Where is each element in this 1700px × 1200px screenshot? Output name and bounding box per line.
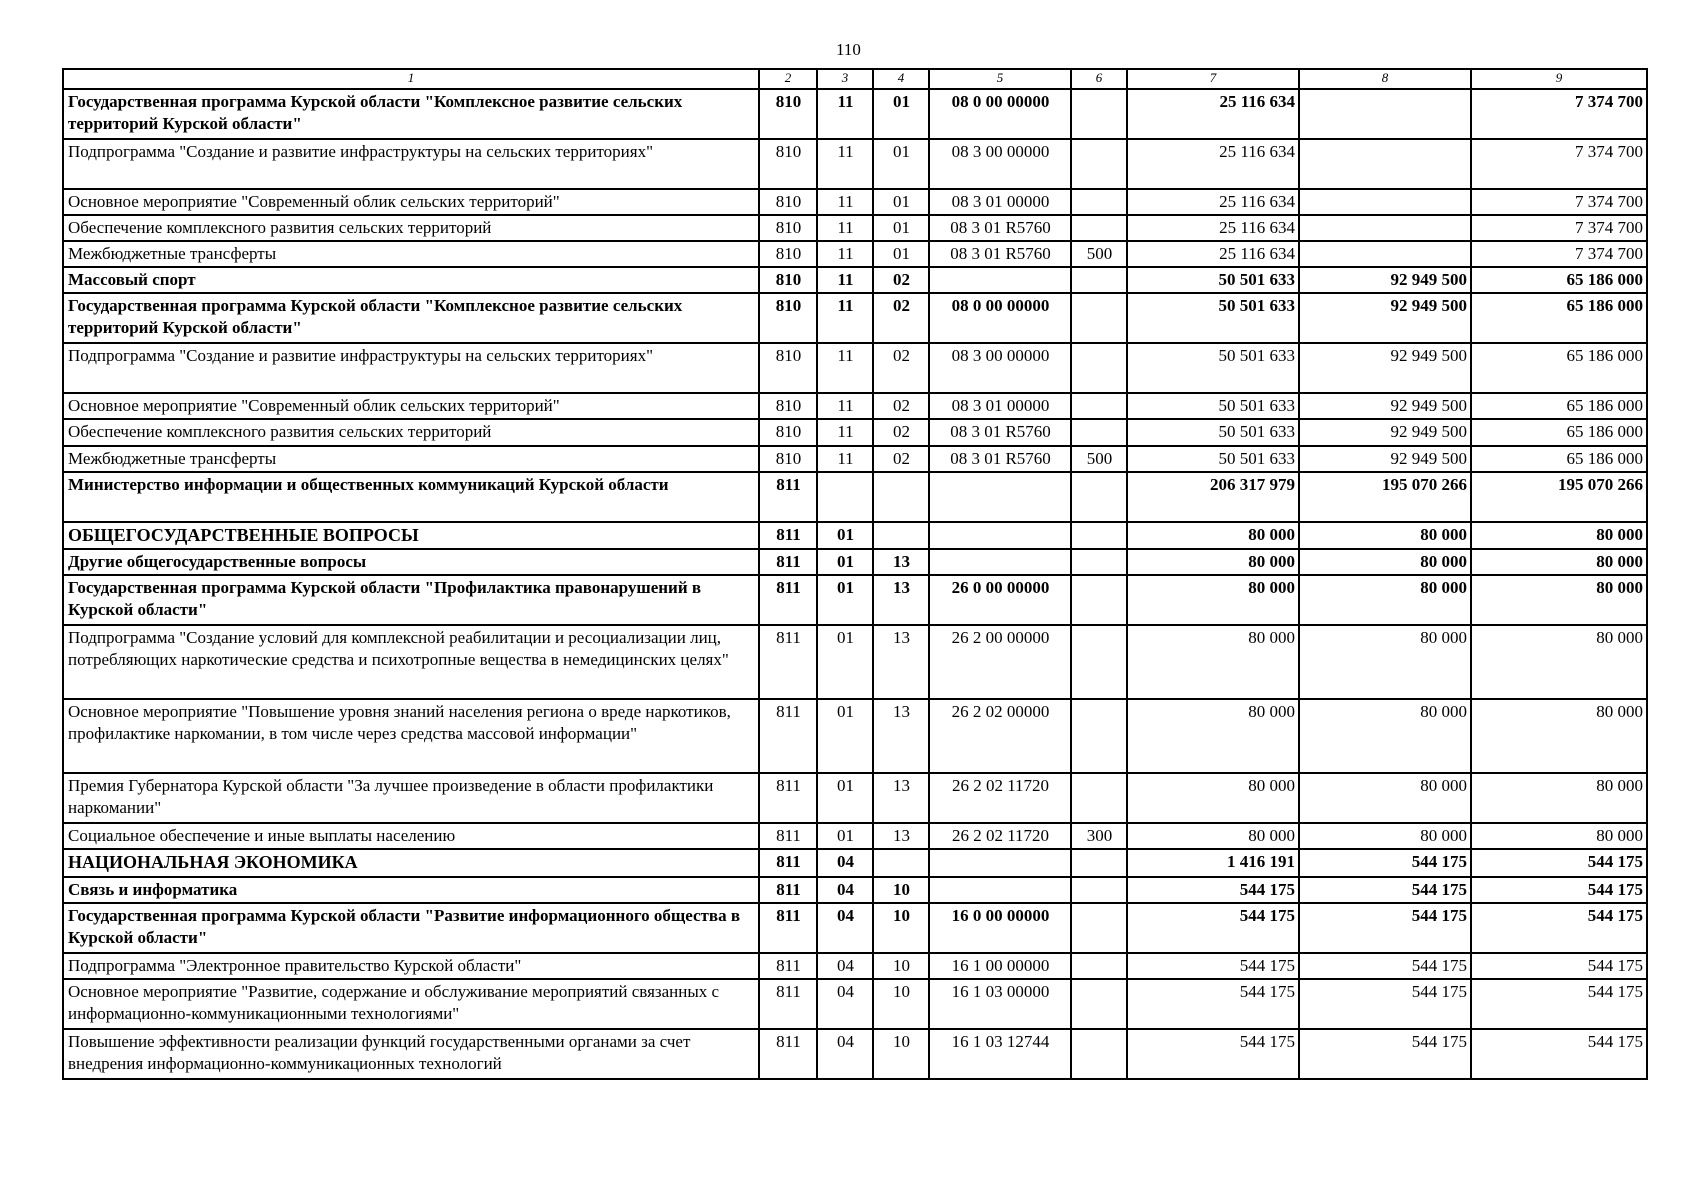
row-name: Государственная программа Курской области "Комплексное развитие сельских территорий Курской области": [63, 89, 759, 139]
amount-col-8: 80 000: [1299, 823, 1471, 849]
target-article-code: 26 0 00 00000: [929, 575, 1071, 625]
table-row: [63, 773, 1647, 823]
amount-col-9: 80 000: [1471, 522, 1647, 549]
amount-col-7: 206 317 979: [1127, 472, 1299, 522]
amount-col-9: 544 175: [1471, 979, 1647, 1029]
expense-type-code: [1071, 215, 1127, 241]
section-code: 01: [817, 522, 873, 549]
ministry-code: 811: [759, 849, 817, 876]
expense-type-code: [1071, 625, 1127, 699]
row-name: НАЦИОНАЛЬНАЯ ЭКОНОМИКА: [63, 849, 759, 876]
section-code: 04: [817, 979, 873, 1029]
amount-col-9: 80 000: [1471, 823, 1647, 849]
target-article-code: 08 3 01 00000: [929, 189, 1071, 215]
amount-col-9: 65 186 000: [1471, 267, 1647, 293]
amount-col-7: 80 000: [1127, 522, 1299, 549]
amount-col-8: 544 175: [1299, 953, 1471, 979]
table-row: [63, 293, 1647, 343]
subsection-code: 02: [873, 293, 929, 343]
amount-col-8: 92 949 500: [1299, 446, 1471, 472]
amount-col-7: 50 501 633: [1127, 293, 1299, 343]
amount-col-8: 92 949 500: [1299, 267, 1471, 293]
ministry-code: 810: [759, 139, 817, 189]
subsection-code: 02: [873, 446, 929, 472]
table-row: [63, 979, 1647, 1029]
subsection-code: 02: [873, 267, 929, 293]
column-header: 6: [1071, 69, 1127, 89]
target-article-code: 26 2 02 00000: [929, 699, 1071, 773]
row-name: Повышение эффективности реализации функций государственными органами за счет внедрения информационно-коммуникационных технологий: [63, 1029, 759, 1079]
target-article-code: [929, 849, 1071, 876]
amount-col-9: 80 000: [1471, 773, 1647, 823]
amount-col-9: 80 000: [1471, 625, 1647, 699]
target-article-code: 08 3 01 R5760: [929, 215, 1071, 241]
expense-type-code: [1071, 849, 1127, 876]
target-article-code: 08 0 00 00000: [929, 293, 1071, 343]
subsection-code: 02: [873, 393, 929, 419]
table-row: [63, 849, 1647, 876]
ministry-code: 811: [759, 472, 817, 522]
section-code: 01: [817, 625, 873, 699]
subsection-code: 01: [873, 241, 929, 267]
row-name: Межбюджетные трансферты: [63, 241, 759, 267]
amount-col-8: [1299, 89, 1471, 139]
ministry-code: 811: [759, 773, 817, 823]
target-article-code: 26 2 02 11720: [929, 823, 1071, 849]
amount-col-9: 7 374 700: [1471, 139, 1647, 189]
amount-col-7: 544 175: [1127, 903, 1299, 953]
amount-col-7: 1 416 191: [1127, 849, 1299, 876]
amount-col-7: 80 000: [1127, 823, 1299, 849]
amount-col-8: 80 000: [1299, 699, 1471, 773]
amount-col-9: 544 175: [1471, 1029, 1647, 1079]
subsection-code: 10: [873, 979, 929, 1029]
row-name: ОБЩЕГОСУДАРСТВЕННЫЕ ВОПРОСЫ: [63, 522, 759, 549]
amount-col-7: 80 000: [1127, 575, 1299, 625]
column-header: 2: [759, 69, 817, 89]
target-article-code: 08 3 00 00000: [929, 343, 1071, 393]
table-row: [63, 877, 1647, 903]
amount-col-7: 80 000: [1127, 773, 1299, 823]
amount-col-8: 544 175: [1299, 877, 1471, 903]
row-name: Социальное обеспечение и иные выплаты населению: [63, 823, 759, 849]
amount-col-7: 50 501 633: [1127, 343, 1299, 393]
column-header: 3: [817, 69, 873, 89]
amount-col-8: [1299, 215, 1471, 241]
expense-type-code: 500: [1071, 241, 1127, 267]
section-code: 11: [817, 89, 873, 139]
ministry-code: 810: [759, 241, 817, 267]
target-article-code: 16 1 03 12744: [929, 1029, 1071, 1079]
amount-col-9: 80 000: [1471, 699, 1647, 773]
amount-col-8: 544 175: [1299, 903, 1471, 953]
ministry-code: 811: [759, 522, 817, 549]
expense-type-code: [1071, 877, 1127, 903]
subsection-code: 13: [873, 773, 929, 823]
column-header: 5: [929, 69, 1071, 89]
row-name: Основное мероприятие "Современный облик сельских территорий": [63, 189, 759, 215]
amount-col-8: 92 949 500: [1299, 393, 1471, 419]
ministry-code: 811: [759, 575, 817, 625]
target-article-code: 08 3 01 00000: [929, 393, 1071, 419]
expense-type-code: [1071, 393, 1127, 419]
target-article-code: 26 2 02 11720: [929, 773, 1071, 823]
section-code: 04: [817, 849, 873, 876]
subsection-code: 13: [873, 823, 929, 849]
section-code: 11: [817, 189, 873, 215]
ministry-code: 811: [759, 823, 817, 849]
expense-type-code: [1071, 89, 1127, 139]
row-name: Подпрограмма "Создание и развитие инфраструктуры на сельских территориях": [63, 139, 759, 189]
amount-col-7: 544 175: [1127, 979, 1299, 1029]
ministry-code: 811: [759, 549, 817, 575]
ministry-code: 810: [759, 446, 817, 472]
amount-col-9: 65 186 000: [1471, 419, 1647, 445]
row-name: Подпрограмма "Создание и развитие инфраструктуры на сельских территориях": [63, 343, 759, 393]
column-header: 8: [1299, 69, 1471, 89]
subsection-code: [873, 522, 929, 549]
table-row: [63, 1029, 1647, 1079]
row-name: Государственная программа Курской области "Комплексное развитие сельских территорий Курской области": [63, 293, 759, 343]
amount-col-7: 80 000: [1127, 625, 1299, 699]
ministry-code: 811: [759, 979, 817, 1029]
ministry-code: 810: [759, 293, 817, 343]
amount-col-7: 544 175: [1127, 877, 1299, 903]
target-article-code: 26 2 00 00000: [929, 625, 1071, 699]
amount-col-9: 544 175: [1471, 953, 1647, 979]
table-row: [63, 522, 1647, 549]
amount-col-7: 25 116 634: [1127, 89, 1299, 139]
ministry-code: 810: [759, 267, 817, 293]
amount-col-9: 7 374 700: [1471, 89, 1647, 139]
table-row: [63, 393, 1647, 419]
ministry-code: 810: [759, 215, 817, 241]
row-name: Массовый спорт: [63, 267, 759, 293]
subsection-code: 01: [873, 89, 929, 139]
subsection-code: 02: [873, 419, 929, 445]
amount-col-9: 65 186 000: [1471, 446, 1647, 472]
amount-col-7: 544 175: [1127, 953, 1299, 979]
amount-col-8: 80 000: [1299, 773, 1471, 823]
table-row: [63, 472, 1647, 522]
amount-col-8: [1299, 139, 1471, 189]
subsection-code: [873, 472, 929, 522]
amount-col-8: 544 175: [1299, 849, 1471, 876]
expense-type-code: [1071, 549, 1127, 575]
amount-col-9: 65 186 000: [1471, 293, 1647, 343]
subsection-code: [873, 849, 929, 876]
amount-col-7: 544 175: [1127, 1029, 1299, 1079]
subsection-code: 02: [873, 343, 929, 393]
section-code: [817, 472, 873, 522]
amount-col-8: 80 000: [1299, 575, 1471, 625]
amount-col-8: 80 000: [1299, 522, 1471, 549]
target-article-code: [929, 267, 1071, 293]
section-code: 11: [817, 215, 873, 241]
table-row: [63, 823, 1647, 849]
section-code: 11: [817, 293, 873, 343]
row-name: Основное мероприятие "Современный облик сельских территорий": [63, 393, 759, 419]
amount-col-9: 80 000: [1471, 575, 1647, 625]
amount-col-7: 50 501 633: [1127, 393, 1299, 419]
section-code: 01: [817, 549, 873, 575]
row-name: Обеспечение комплексного развития сельских территорий: [63, 215, 759, 241]
amount-col-7: 50 501 633: [1127, 267, 1299, 293]
expense-type-code: [1071, 472, 1127, 522]
amount-col-9: 65 186 000: [1471, 393, 1647, 419]
expense-type-code: [1071, 699, 1127, 773]
amount-col-7: 25 116 634: [1127, 215, 1299, 241]
amount-col-7: 50 501 633: [1127, 419, 1299, 445]
amount-col-7: 80 000: [1127, 699, 1299, 773]
column-header: 1: [63, 69, 759, 89]
ministry-code: 810: [759, 393, 817, 419]
section-code: 11: [817, 343, 873, 393]
expense-type-code: [1071, 139, 1127, 189]
subsection-code: 13: [873, 575, 929, 625]
row-name: Основное мероприятие "Повышение уровня знаний населения региона о вреде наркотиков, профилактике наркомании, в том числе через средства массовой информации": [63, 699, 759, 773]
expense-type-code: [1071, 1029, 1127, 1079]
amount-col-8: 80 000: [1299, 625, 1471, 699]
amount-col-8: [1299, 241, 1471, 267]
section-code: 01: [817, 699, 873, 773]
amount-col-8: 92 949 500: [1299, 419, 1471, 445]
budget-table: [62, 68, 1648, 1080]
amount-col-8: 544 175: [1299, 979, 1471, 1029]
ministry-code: 811: [759, 699, 817, 773]
amount-col-9: 7 374 700: [1471, 189, 1647, 215]
expense-type-code: [1071, 293, 1127, 343]
subsection-code: 10: [873, 1029, 929, 1079]
ministry-code: 811: [759, 903, 817, 953]
row-name: Государственная программа Курской области "Профилактика правонарушений в Курской области": [63, 575, 759, 625]
target-article-code: [929, 549, 1071, 575]
amount-col-9: 7 374 700: [1471, 215, 1647, 241]
table-row: [63, 575, 1647, 625]
row-name: Подпрограмма "Создание условий для комплексной реабилитации и ресоциализации лиц, потребляющих наркотические средства и психотропные вещества в немедицинских целях": [63, 625, 759, 699]
expense-type-code: 300: [1071, 823, 1127, 849]
row-name: Министерство информации и общественных коммуникаций Курской области: [63, 472, 759, 522]
row-name: Премия Губернатора Курской области "За лучшее произведение в области профилактики наркомании": [63, 773, 759, 823]
table-row: [63, 241, 1647, 267]
section-code: 11: [817, 241, 873, 267]
table-row: [63, 903, 1647, 953]
expense-type-code: [1071, 575, 1127, 625]
target-article-code: 16 0 00 00000: [929, 903, 1071, 953]
subsection-code: 10: [873, 877, 929, 903]
amount-col-7: 25 116 634: [1127, 189, 1299, 215]
ministry-code: 810: [759, 419, 817, 445]
amount-col-9: 544 175: [1471, 877, 1647, 903]
expense-type-code: [1071, 522, 1127, 549]
table-row: [63, 625, 1647, 699]
target-article-code: 16 1 00 00000: [929, 953, 1071, 979]
column-number-row: [63, 69, 1647, 89]
row-name: Основное мероприятие "Развитие, содержание и обслуживание мероприятий связанных с информационно-коммуникационными технологиями": [63, 979, 759, 1029]
target-article-code: 08 3 01 R5760: [929, 446, 1071, 472]
section-code: 11: [817, 267, 873, 293]
table-row: [63, 419, 1647, 445]
expense-type-code: [1071, 953, 1127, 979]
table-row: [63, 189, 1647, 215]
expense-type-code: [1071, 267, 1127, 293]
amount-col-9: 80 000: [1471, 549, 1647, 575]
section-code: 04: [817, 877, 873, 903]
table-row: [63, 267, 1647, 293]
expense-type-code: 500: [1071, 446, 1127, 472]
target-article-code: 08 3 01 R5760: [929, 241, 1071, 267]
section-code: 04: [817, 953, 873, 979]
table-row: [63, 446, 1647, 472]
subsection-code: 01: [873, 139, 929, 189]
expense-type-code: [1071, 903, 1127, 953]
table-row: [63, 953, 1647, 979]
ministry-code: 810: [759, 343, 817, 393]
target-article-code: 08 3 01 R5760: [929, 419, 1071, 445]
table-row: [63, 343, 1647, 393]
subsection-code: 10: [873, 903, 929, 953]
ministry-code: 811: [759, 1029, 817, 1079]
target-article-code: 08 3 00 00000: [929, 139, 1071, 189]
amount-col-7: 25 116 634: [1127, 139, 1299, 189]
amount-col-9: 195 070 266: [1471, 472, 1647, 522]
table-row: [63, 89, 1647, 139]
amount-col-7: 50 501 633: [1127, 446, 1299, 472]
row-name: Межбюджетные трансферты: [63, 446, 759, 472]
row-name: Связь и информатика: [63, 877, 759, 903]
target-article-code: 08 0 00 00000: [929, 89, 1071, 139]
target-article-code: 16 1 03 00000: [929, 979, 1071, 1029]
page-number: 110: [836, 40, 861, 59]
ministry-code: 811: [759, 953, 817, 979]
subsection-code: 01: [873, 215, 929, 241]
amount-col-8: [1299, 189, 1471, 215]
row-name: Обеспечение комплексного развития сельских территорий: [63, 419, 759, 445]
section-code: 01: [817, 575, 873, 625]
expense-type-code: [1071, 419, 1127, 445]
subsection-code: 13: [873, 625, 929, 699]
amount-col-8: 92 949 500: [1299, 343, 1471, 393]
amount-col-8: 92 949 500: [1299, 293, 1471, 343]
ministry-code: 811: [759, 625, 817, 699]
table-row: [63, 549, 1647, 575]
amount-col-8: 195 070 266: [1299, 472, 1471, 522]
target-article-code: [929, 472, 1071, 522]
section-code: 11: [817, 393, 873, 419]
subsection-code: 01: [873, 189, 929, 215]
ministry-code: 810: [759, 189, 817, 215]
section-code: 11: [817, 139, 873, 189]
column-header: 4: [873, 69, 929, 89]
amount-col-7: 80 000: [1127, 549, 1299, 575]
expense-type-code: [1071, 189, 1127, 215]
amount-col-9: 65 186 000: [1471, 343, 1647, 393]
table-row: [63, 139, 1647, 189]
row-name: Подпрограмма "Электронное правительство Курской области": [63, 953, 759, 979]
subsection-code: 13: [873, 549, 929, 575]
amount-col-9: 544 175: [1471, 903, 1647, 953]
subsection-code: 10: [873, 953, 929, 979]
table-row: [63, 215, 1647, 241]
section-code: 04: [817, 903, 873, 953]
section-code: 11: [817, 419, 873, 445]
target-article-code: [929, 877, 1071, 903]
amount-col-8: 80 000: [1299, 549, 1471, 575]
ministry-code: 810: [759, 89, 817, 139]
section-code: 04: [817, 1029, 873, 1079]
amount-col-9: 544 175: [1471, 849, 1647, 876]
expense-type-code: [1071, 979, 1127, 1029]
row-name: Другие общегосударственные вопросы: [63, 549, 759, 575]
section-code: 11: [817, 446, 873, 472]
amount-col-9: 7 374 700: [1471, 241, 1647, 267]
table-row: [63, 699, 1647, 773]
column-header: 7: [1127, 69, 1299, 89]
row-name: Государственная программа Курской области "Развитие информационного общества в Курской области": [63, 903, 759, 953]
amount-col-8: 544 175: [1299, 1029, 1471, 1079]
column-header: 9: [1471, 69, 1647, 89]
amount-col-7: 25 116 634: [1127, 241, 1299, 267]
expense-type-code: [1071, 773, 1127, 823]
section-code: 01: [817, 823, 873, 849]
subsection-code: 13: [873, 699, 929, 773]
section-code: 01: [817, 773, 873, 823]
ministry-code: 811: [759, 877, 817, 903]
expense-type-code: [1071, 343, 1127, 393]
target-article-code: [929, 522, 1071, 549]
